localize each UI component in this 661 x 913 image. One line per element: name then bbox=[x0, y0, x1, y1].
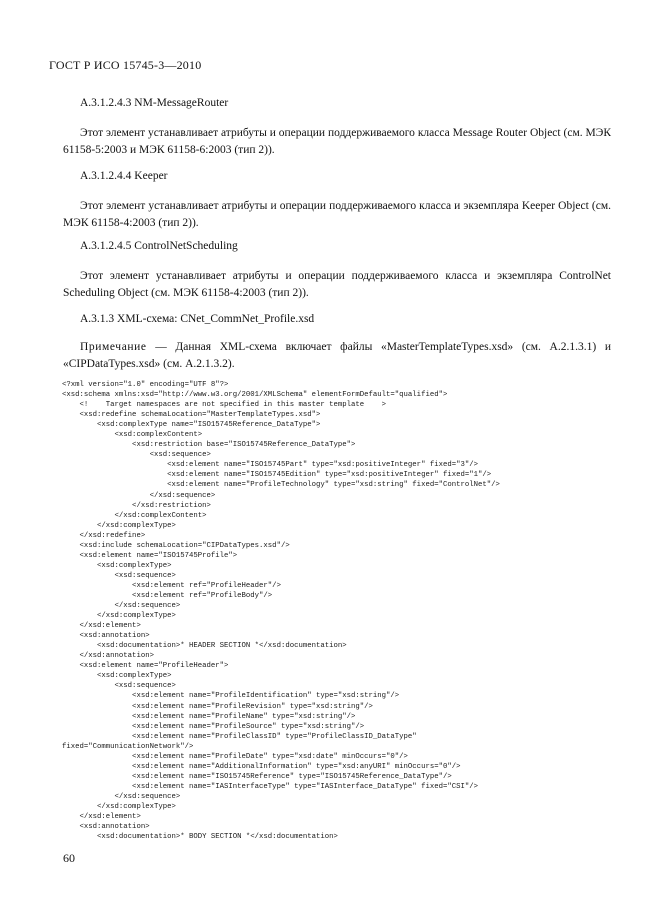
section-text-keeper: Этот элемент устанавливает атрибуты и операции поддерживаемого класса и экземпляра Keeper Object (см. МЭК 61158-4:2003 (тип 2)). bbox=[63, 200, 611, 229]
code-line: <xsd:element name="ProfileTechnology" type="xsd:string" fixed="ControlNet"/> bbox=[62, 481, 500, 490]
note-paragraph bbox=[63, 339, 611, 373]
code-line: <xsd:element name="AdditionalInformation" type="xsd:anyURI" minOccurs="0"/> bbox=[62, 762, 461, 771]
code-line: <xsd:element ref="ProfileBody"/> bbox=[62, 591, 273, 600]
code-line: </xsd:restriction> bbox=[62, 501, 211, 510]
code-line: </xsd:sequence> bbox=[62, 602, 181, 611]
code-line: <xsd:annotation> bbox=[62, 823, 150, 832]
code-line: <xsd:element name="ISO15745Edition" type="xsd:positiveInteger" fixed="1"/> bbox=[62, 471, 492, 480]
code-line: </xsd:element> bbox=[62, 622, 141, 631]
code-line: </xsd:complexType> bbox=[62, 521, 176, 530]
code-line: </xsd:complexType> bbox=[62, 612, 176, 621]
section-heading-nm-messagerouter: А.3.1.2.4.3 NM-MessageRouter bbox=[80, 97, 229, 109]
code-line: <xsd:complexType name="ISO15745Reference_DataType"> bbox=[62, 421, 321, 430]
section-text-nm-messagerouter: Этот элемент устанавливает атрибуты и операции поддерживаемого класса Message Router Object (см. МЭК 61158-5:2003 и МЭК 61158-6:2003 (тип 2)). bbox=[63, 127, 611, 156]
code-line: <xsd:restriction base="ISO15745Reference_DataType"> bbox=[62, 441, 356, 450]
code-line: fixed="CommunicationNetwork"/> bbox=[62, 742, 194, 751]
note-label: Примечание bbox=[80, 341, 147, 353]
code-line: <xsd:documentation>* HEADER SECTION *</xsd:documentation> bbox=[62, 642, 347, 651]
section-heading-keeper: А.3.1.2.4.4 Keeper bbox=[80, 170, 168, 182]
section-heading-controlnetscheduling: А.3.1.2.4.5 ControlNetScheduling bbox=[80, 240, 238, 252]
code-line: <xsd:redefine schemaLocation="MasterTemplateTypes.xsd"> bbox=[62, 411, 321, 420]
code-line: <xsd:sequence> bbox=[62, 451, 211, 460]
xml-code-listing bbox=[62, 380, 622, 842]
code-line: </xsd:element> bbox=[62, 813, 141, 822]
code-line: <xsd:schema xmlns:xsd="http://www.w3.org/2001/XMLSchema" elementFormDefault="qualified"> bbox=[62, 391, 448, 400]
code-line: </xsd:complexType> bbox=[62, 802, 176, 811]
code-line: <?xml version="1.0" encoding="UTF 8"?> bbox=[62, 381, 229, 389]
section-text-controlnetscheduling: Этот элемент устанавливает атрибуты и операции поддерживаемого класса и экземпляра ControlNet Scheduling Object (см. МЭК 61158-4:2003 (тип 2)). bbox=[63, 270, 611, 299]
code-line: <xsd:include schemaLocation="CIPDataTypes.xsd"/> bbox=[62, 541, 290, 550]
code-line: </xsd:redefine> bbox=[62, 531, 146, 540]
code-line: </xsd:sequence> bbox=[62, 792, 181, 801]
code-line: <xsd:element name="IASInterfaceType" type="IASInterface_DataType" fixed="CSI"/> bbox=[62, 782, 478, 791]
code-line: <xsd:sequence> bbox=[62, 571, 176, 580]
code-line: <xsd:element name="ProfileDate" type="xsd:date" minOccurs="0"/> bbox=[62, 752, 408, 761]
code-line: <xsd:complexType> bbox=[62, 672, 172, 681]
section-heading-xml-schema: А.3.1.3 XML-схема: CNet_CommNet_Profile.xsd bbox=[80, 313, 315, 325]
code-line: <xsd:complexContent> bbox=[62, 431, 203, 440]
code-line: <xsd:element name="ProfileClassID" type="ProfileClassID_DataType" bbox=[62, 732, 417, 741]
code-line: </xsd:sequence> bbox=[62, 491, 216, 500]
code-line: <xsd:element name="ProfileRevision" type="xsd:string"/> bbox=[62, 702, 373, 711]
code-line: <xsd:element name="ProfileName" type="xsd:string"/> bbox=[62, 712, 356, 721]
code-line: <xsd:element name="ISO15745Part" type="xsd:positiveInteger" fixed="3"/> bbox=[62, 461, 478, 470]
code-line: <xsd:element ref="ProfileHeader"/> bbox=[62, 581, 281, 590]
code-line: <! Target namespaces are not specified in this master template > bbox=[62, 401, 387, 410]
document-header: ГОСТ Р ИСО 15745-3—2010 bbox=[49, 58, 202, 72]
code-line: <xsd:element name="ProfileSource" type="xsd:string"/> bbox=[62, 722, 365, 731]
code-line: <xsd:element name="ISO15745Profile"> bbox=[62, 551, 238, 560]
code-line: <xsd:element name="ISO15745Reference" type="ISO15745Reference_DataType"/> bbox=[62, 772, 452, 781]
code-line: <xsd:element name="ProfileHeader"> bbox=[62, 662, 229, 671]
code-line: </xsd:complexContent> bbox=[62, 511, 207, 520]
code-line: </xsd:annotation> bbox=[62, 652, 154, 661]
code-line: <xsd:annotation> bbox=[62, 632, 150, 641]
code-line: <xsd:documentation>* BODY SECTION *</xsd:documentation> bbox=[62, 833, 338, 842]
code-line: <xsd:element name="ProfileIdentification" type="xsd:string"/> bbox=[62, 692, 400, 701]
code-line: <xsd:complexType> bbox=[62, 561, 172, 570]
note-text: — Данная XML-схема включает файлы «MasterTemplateTypes.xsd» (см. А.2.1.3.1) и «CIPDataTypes.xsd» (см. А.2.1.3.2). bbox=[63, 341, 611, 370]
page-number: 60 bbox=[63, 851, 75, 865]
code-line: <xsd:sequence> bbox=[62, 682, 176, 691]
